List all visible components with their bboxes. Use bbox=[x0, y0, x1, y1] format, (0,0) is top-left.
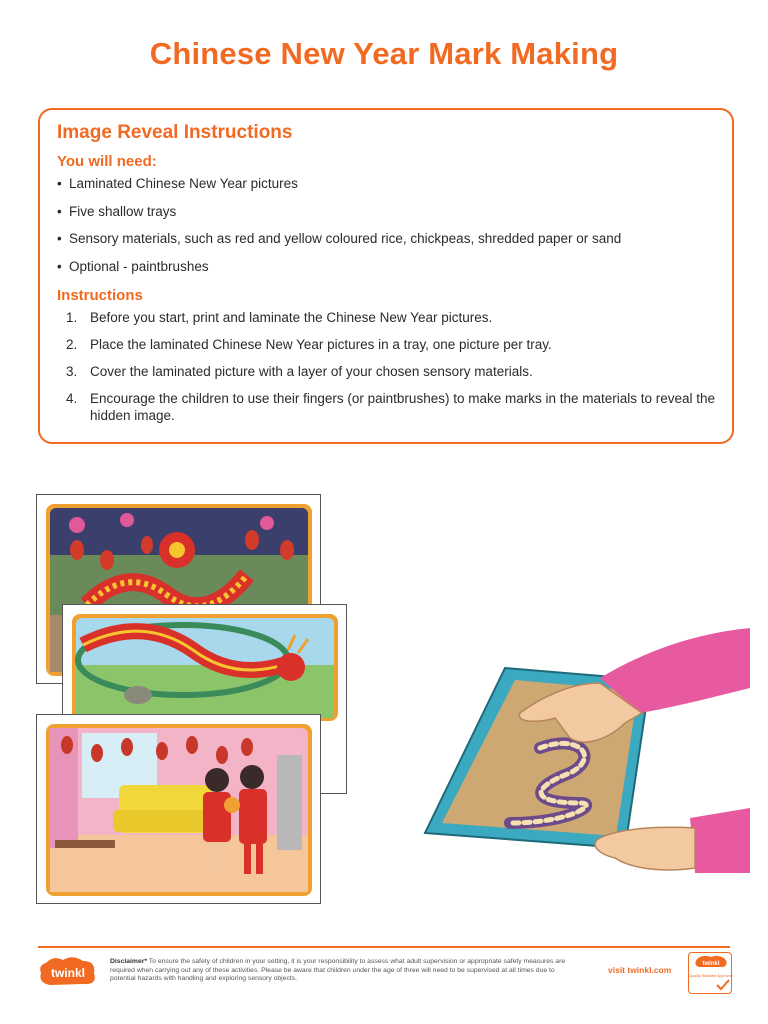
box-heading: Image Reveal Instructions bbox=[57, 122, 293, 143]
visit-link[interactable]: visit twinkl.com bbox=[608, 965, 672, 975]
step-number: 1. bbox=[66, 310, 78, 325]
twinkl-logo bbox=[38, 955, 98, 989]
sand-tray-hands-illustration bbox=[420, 628, 750, 912]
quality-badge bbox=[688, 952, 732, 994]
instructions-heading: Instructions bbox=[57, 287, 143, 304]
list-item bbox=[66, 390, 726, 424]
footer-divider bbox=[38, 946, 730, 948]
step-number: 2. bbox=[66, 337, 78, 352]
list-item: • Laminated Chinese New Year pictures bbox=[57, 175, 621, 203]
step-text: Before you start, print and laminate the Chinese New Year pictures. bbox=[90, 310, 493, 325]
needs-list bbox=[57, 175, 621, 285]
list-item bbox=[66, 309, 726, 326]
badge-text: twinkl bbox=[702, 961, 720, 967]
step-text: Cover the laminated picture with a layer of your chosen sensory materials. bbox=[90, 364, 533, 379]
step-text: Encourage the children to use their fingers (or paintbrushes) to make marks in the materials to reveal the hidden image. bbox=[90, 391, 716, 423]
disclaimer-body: To ensure the safety of children in your setting, it is your responsibility to assess what adult supervision or appropriate safety measures are required when carrying out any of these activities. Please be aware that children under the age of three will need to be supervised at all times due to potential hazards with handling and exploring sensory objects. bbox=[110, 958, 566, 983]
page-title: Chinese New Year Mark Making bbox=[149, 36, 619, 71]
list-item: • Optional - paintbrushes bbox=[57, 258, 621, 286]
step-number: 4. bbox=[66, 391, 78, 406]
instructions-box bbox=[38, 108, 734, 444]
list-item: • Sensory materials, such as red and yellow coloured rice, chickpeas, shredded paper or sand bbox=[57, 230, 621, 258]
step-number: 3. bbox=[66, 364, 78, 379]
list-item bbox=[66, 336, 726, 353]
logo-text: twinkl bbox=[50, 966, 86, 980]
badge-subtext: Quality Standard Approved bbox=[689, 974, 733, 978]
children-living-room-picture bbox=[36, 714, 321, 904]
need-heading: You will need: bbox=[57, 153, 157, 170]
disclaimer-text bbox=[110, 958, 580, 984]
steps-list bbox=[66, 309, 726, 434]
list-item bbox=[66, 363, 726, 380]
step-text: Place the laminated Chinese New Year pictures in a tray, one picture per tray. bbox=[90, 337, 552, 352]
list-item: • Five shallow trays bbox=[57, 203, 621, 231]
disclaimer-label: Disclaimer* bbox=[110, 958, 148, 965]
